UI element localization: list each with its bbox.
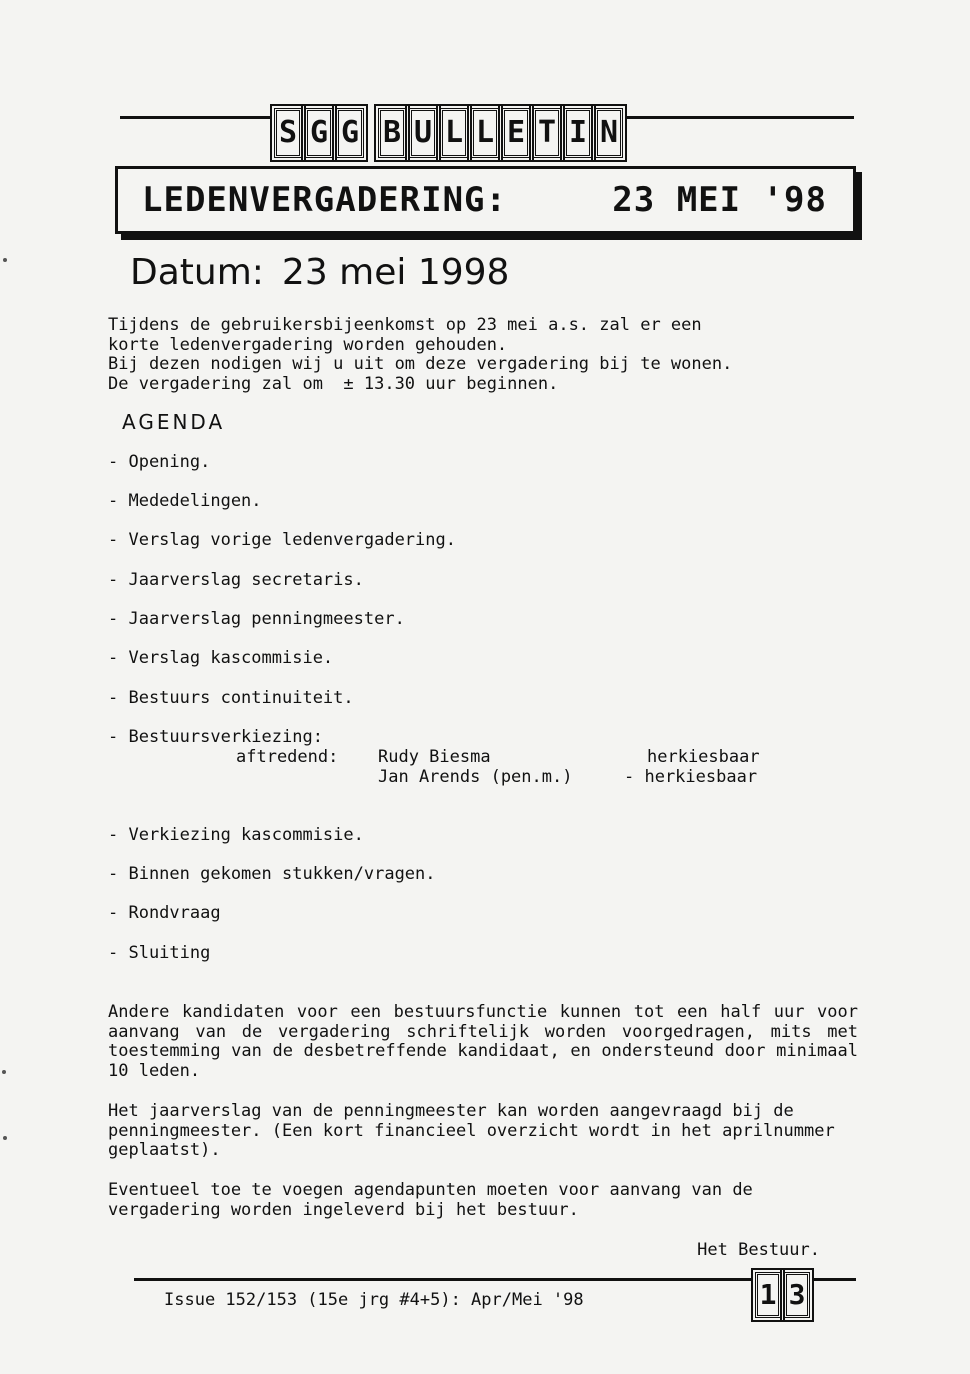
masthead-letter: E xyxy=(502,108,530,158)
retiring-name: Jan Arends (pen.m.) xyxy=(378,767,573,787)
page-digit: 1 xyxy=(755,1272,781,1318)
intro-line: korte ledenvergadering worden gehouden. xyxy=(108,334,508,355)
banner-title: LEDENVERGADERING: xyxy=(142,180,507,220)
intro-line: Tijdens de gebruikersbijeenkomst op 23 mei a.s. zal er een xyxy=(108,315,702,335)
masthead-letter: G xyxy=(336,108,364,158)
masthead-letter: I xyxy=(564,108,592,158)
scan-speck xyxy=(3,258,7,262)
agenda-item: - Jaarverslag penningmeester. xyxy=(108,609,405,629)
agenda-item: - Opening. xyxy=(108,452,211,472)
agenda-item: - Verslag kascommisie. xyxy=(108,648,334,668)
masthead-logo xyxy=(270,104,627,158)
masthead-letter: G xyxy=(305,108,333,158)
masthead-word-bulletin xyxy=(378,104,623,158)
banner-date: 23 MEI '98 xyxy=(612,180,827,220)
treasurer-paragraph: Het jaarverslag van de penningmeester kan worden aangevraagd bij de penningmeester. (Een kort financieel overzicht wordt in het aprilnummer geplaatst). xyxy=(108,1101,835,1160)
agenda-item: - Binnen gekomen stukken/vragen. xyxy=(108,864,436,884)
scan-speck xyxy=(2,1070,6,1074)
agenda-item: - Rondvraag xyxy=(108,903,221,923)
date-label: Datum: xyxy=(130,252,264,293)
candidates-paragraph: Andere kandidaten voor een bestuursfunctie kunnen tot een half uur voor aanvang van de vergadering schriftelijk worden voorgedragen, mits met toestemming van de desbetreffende kandidaat, en ondersteund door minimaal 10 leden. xyxy=(108,1002,858,1081)
intro-paragraph xyxy=(108,316,848,394)
agenda-points-paragraph: Eventueel toe te voegen agendapunten moeten voor aanvang van de vergadering worden ingeleverd bij het bestuur. xyxy=(108,1180,753,1220)
date-value: 23 mei 1998 xyxy=(281,252,510,293)
page-number xyxy=(752,1270,813,1318)
masthead-letter: B xyxy=(378,108,406,158)
retiring-label: aftredend: xyxy=(236,747,339,767)
masthead-letter: L xyxy=(440,108,468,158)
masthead-word-sgg xyxy=(274,104,364,158)
masthead-letter: U xyxy=(409,108,437,158)
agenda-item: - Bestuurs continuiteit. xyxy=(108,688,354,708)
retiring-name: Rudy Biesma xyxy=(378,747,491,767)
meeting-banner xyxy=(115,166,856,234)
scan-speck xyxy=(3,1136,7,1140)
agenda-item: - Verkiezing kascommisie. xyxy=(108,825,364,845)
masthead-letter: L xyxy=(471,108,499,158)
footer-rule xyxy=(134,1278,856,1281)
meeting-date xyxy=(130,252,509,293)
agenda-item: - Verslag vorige ledenvergadering. xyxy=(108,530,456,550)
agenda-item: - Bestuursverkiezing: xyxy=(108,727,323,747)
agenda-heading: AGENDA xyxy=(122,410,226,434)
masthead-letter: S xyxy=(274,108,302,158)
agenda-item: - Sluiting xyxy=(108,943,211,963)
signature: Het Bestuur. xyxy=(697,1240,820,1260)
page-digit: 3 xyxy=(784,1272,810,1318)
masthead-letter: N xyxy=(595,108,623,158)
intro-line: Bij dezen nodigen wij u uit om deze vergadering bij te wonen. xyxy=(108,354,733,374)
issue-info: Issue 152/153 (15e jrg #4+5): Apr/Mei '98 xyxy=(164,1290,584,1310)
intro-line: De vergadering zal om ± 13.30 uur beginnen. xyxy=(108,373,559,394)
agenda-item: - Jaarverslag secretaris. xyxy=(108,570,364,590)
masthead-letter: T xyxy=(533,108,561,158)
retiring-status: - herkiesbaar xyxy=(624,767,758,787)
retiring-status: herkiesbaar xyxy=(647,747,760,767)
agenda-item: - Mededelingen. xyxy=(108,491,262,511)
